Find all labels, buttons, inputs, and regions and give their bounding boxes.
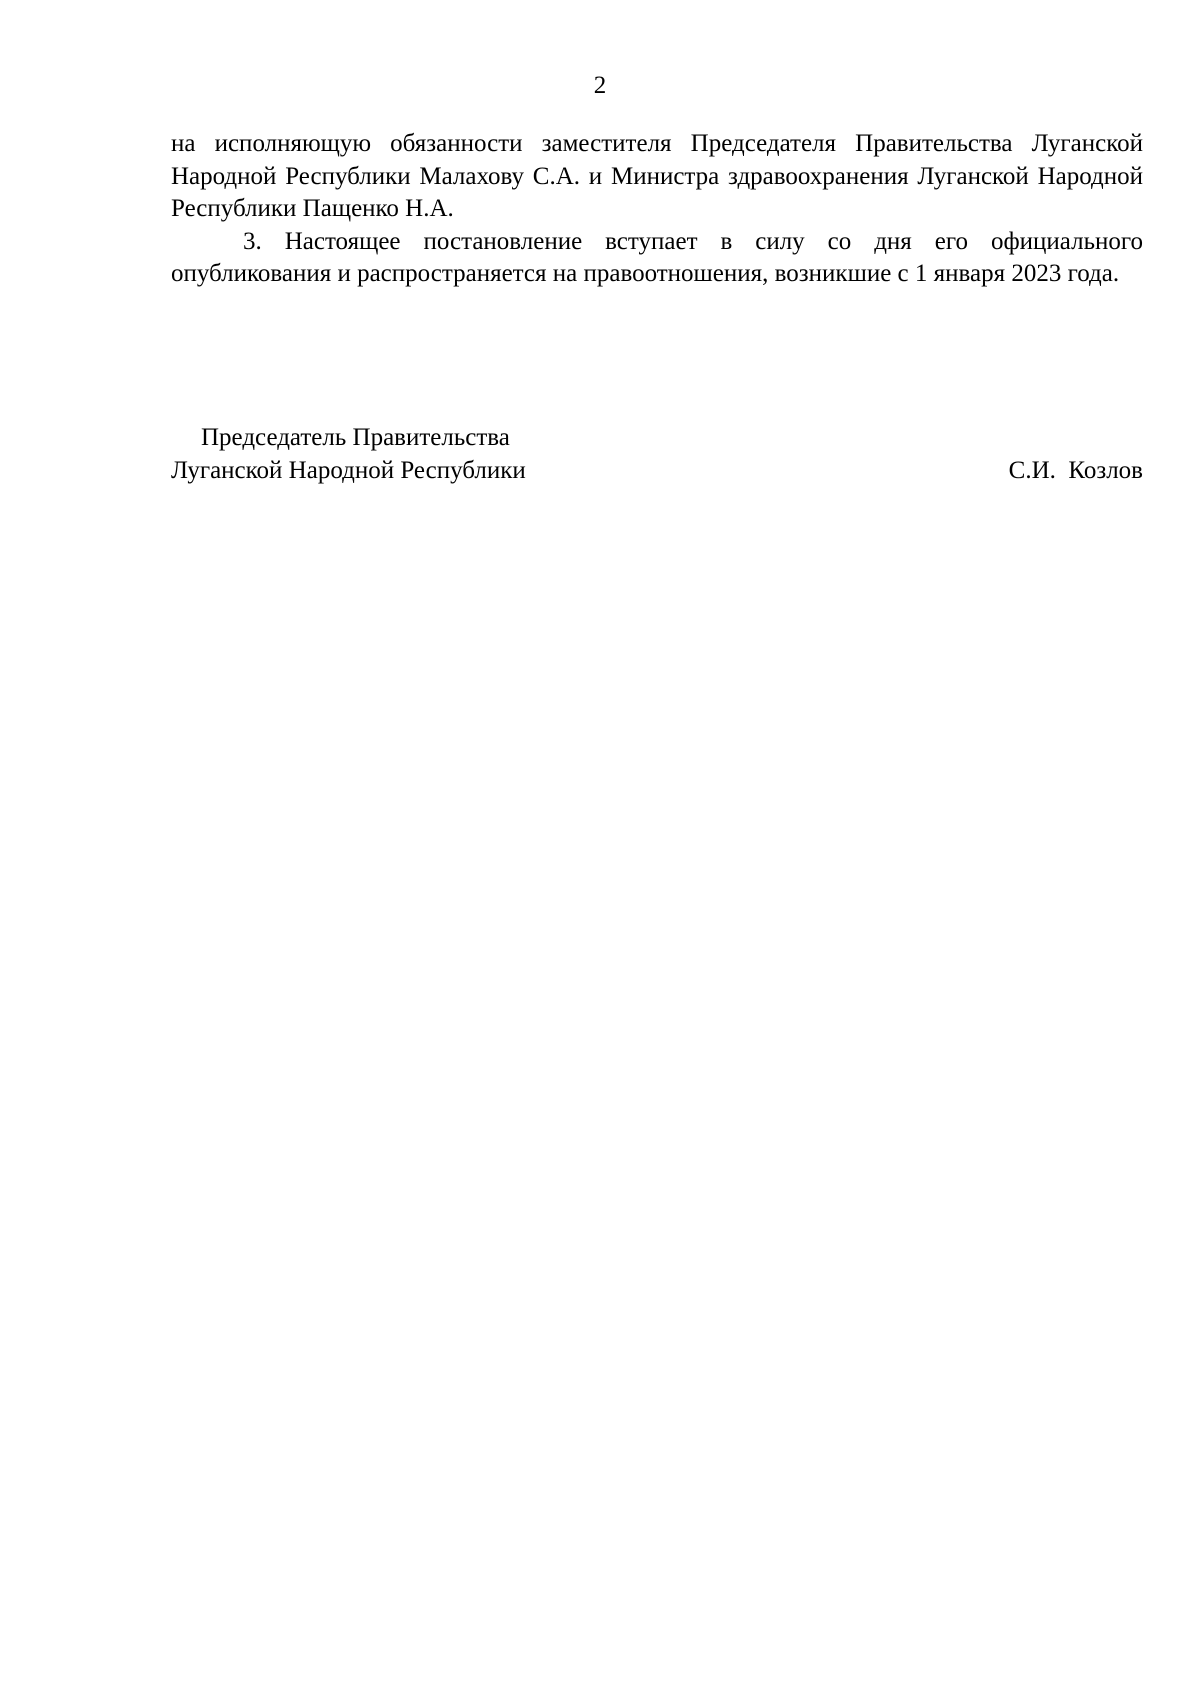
signatory-name: С.И. Козлов bbox=[1008, 456, 1143, 484]
paragraph-item-3: 3. Настоящее постановление вступает в силу со дня его официального опубликования и распространяется на правоотношения, возникшие с 1 января 2023 года. bbox=[171, 227, 1143, 287]
paragraph-continuation: на исполняющую обязанности заместителя Председателя Правительства Луганской Народной Республики Малахову С.А. и Министра здравоохранения Луганской Народной Республики Пащенко Н.А. bbox=[171, 130, 1143, 222]
signatory-position-line1: Председатель Правительства bbox=[201, 424, 510, 451]
signature-row bbox=[171, 455, 1143, 488]
signatory-position-line2: Луганской Народной Республики bbox=[171, 456, 526, 484]
page-number: 2 bbox=[593, 72, 607, 99]
document-body bbox=[171, 128, 1143, 291]
signature-block bbox=[171, 422, 1143, 487]
